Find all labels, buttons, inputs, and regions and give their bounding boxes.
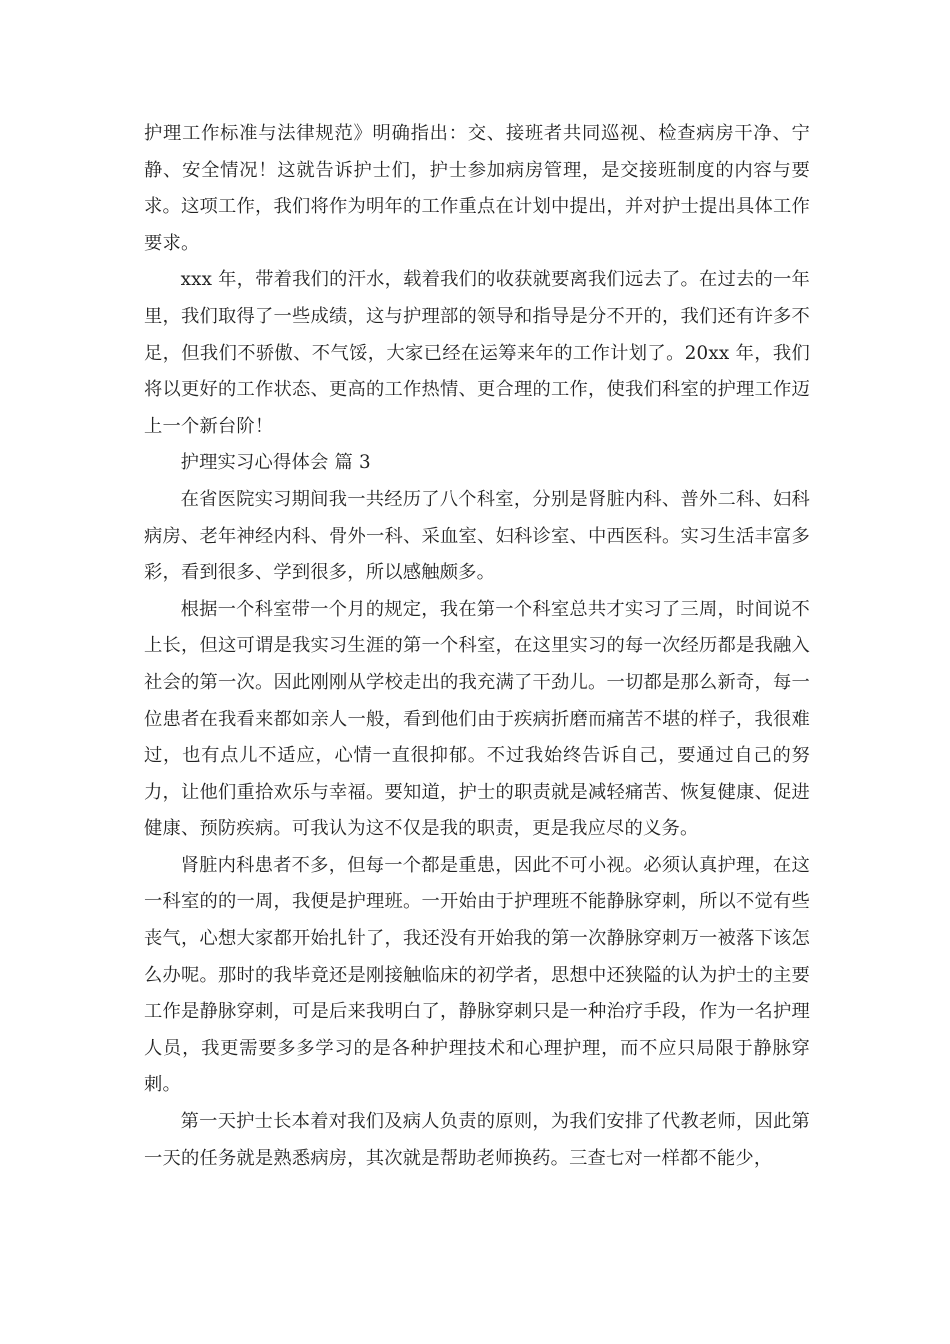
paragraph-departments: 在省医院实习期间我一共经历了八个科室，分别是肾脏内科、普外二科、妇科病房、老年神经内科、骨外一科、采血室、妇科诊室、中西医科。实习生活丰富多彩，看到很多、学到很多，所以感触颇多。 bbox=[144, 488, 810, 584]
paragraph-first-day: 第一天护士长本着对我们及病人负责的原则，为我们安排了代教老师，因此第一天的任务就是熟悉病房，其次就是帮助老师换药。三查七对一样都不能少， bbox=[144, 1111, 810, 1169]
section-heading: 护理实习心得体会 篇 3 bbox=[180, 452, 371, 474]
paragraph-continuation: 护理工作标准与法律规范》明确指出：交、接班者共同巡视、检查病房干净、宁静、安全情况！这就告诉护士们，护士参加病房管理，是交接班制度的内容与要求。这项工作，我们将作为明年的工作重点在计划中提出，并对护士提出具体工作要求。 bbox=[144, 123, 810, 254]
document-body bbox=[144, 116, 810, 1177]
paragraph-first-department: 根据一个科室带一个月的规定，我在第一个科室总共才实习了三周，时间说不上长，但这可谓是我实习生涯的第一个科室，在这里实习的每一次经历都是我融入社会的第一次。因此刚刚从学校走出的我充满了干劲儿。一切都是那么新奇，每一位患者在我看来都如亲人一般，看到他们由于疾病折磨而痛苦不堪的样子，我很难过，也有点儿不适应，心情一直很抑郁。不过我始终告诉自己，要通过自己的努力，让他们重拾欢乐与幸福。要知道，护士的职责就是减轻痛苦、恢复健康、促进健康、预防疾病。可我认为这不仅是我的职责，更是我应尽的义务。 bbox=[144, 598, 810, 840]
paragraph-year-summary: xxx 年，带着我们的汗水，载着我们的收获就要离我们远去了。在过去的一年里，我们取得了一些成绩，这与护理部的领导和指导是分不开的，我们还有许多不足，但我们不骄傲、不气馁，大家已经在运筹来年的工作计划了。20xx 年，我们将以更好的工作状态、更高的工作热情、更合理的工作，使我们科室的护理工作迈上一个新台阶！ bbox=[144, 269, 810, 437]
paragraph-nephrology: 肾脏内科患者不多，但每一个都是重患，因此不可小视。必须认真护理，在这一科室的的一周，我便是护理班。一开始由于护理班不能静脉穿刺，所以不觉有些丧气，心想大家都开始扎针了，我还没有开始我的第一次静脉穿刺万一被落下该怎么办呢。那时的我毕竟还是刚接触临床的初学者，思想中还狭隘的认为护士的主要工作是静脉穿刺，可是后来我明白了，静脉穿刺只是一种治疗手段，作为一名护理人员，我更需要多多学习的是各种护理技术和心理护理，而不应只局限于静脉穿刺。 bbox=[144, 854, 810, 1096]
